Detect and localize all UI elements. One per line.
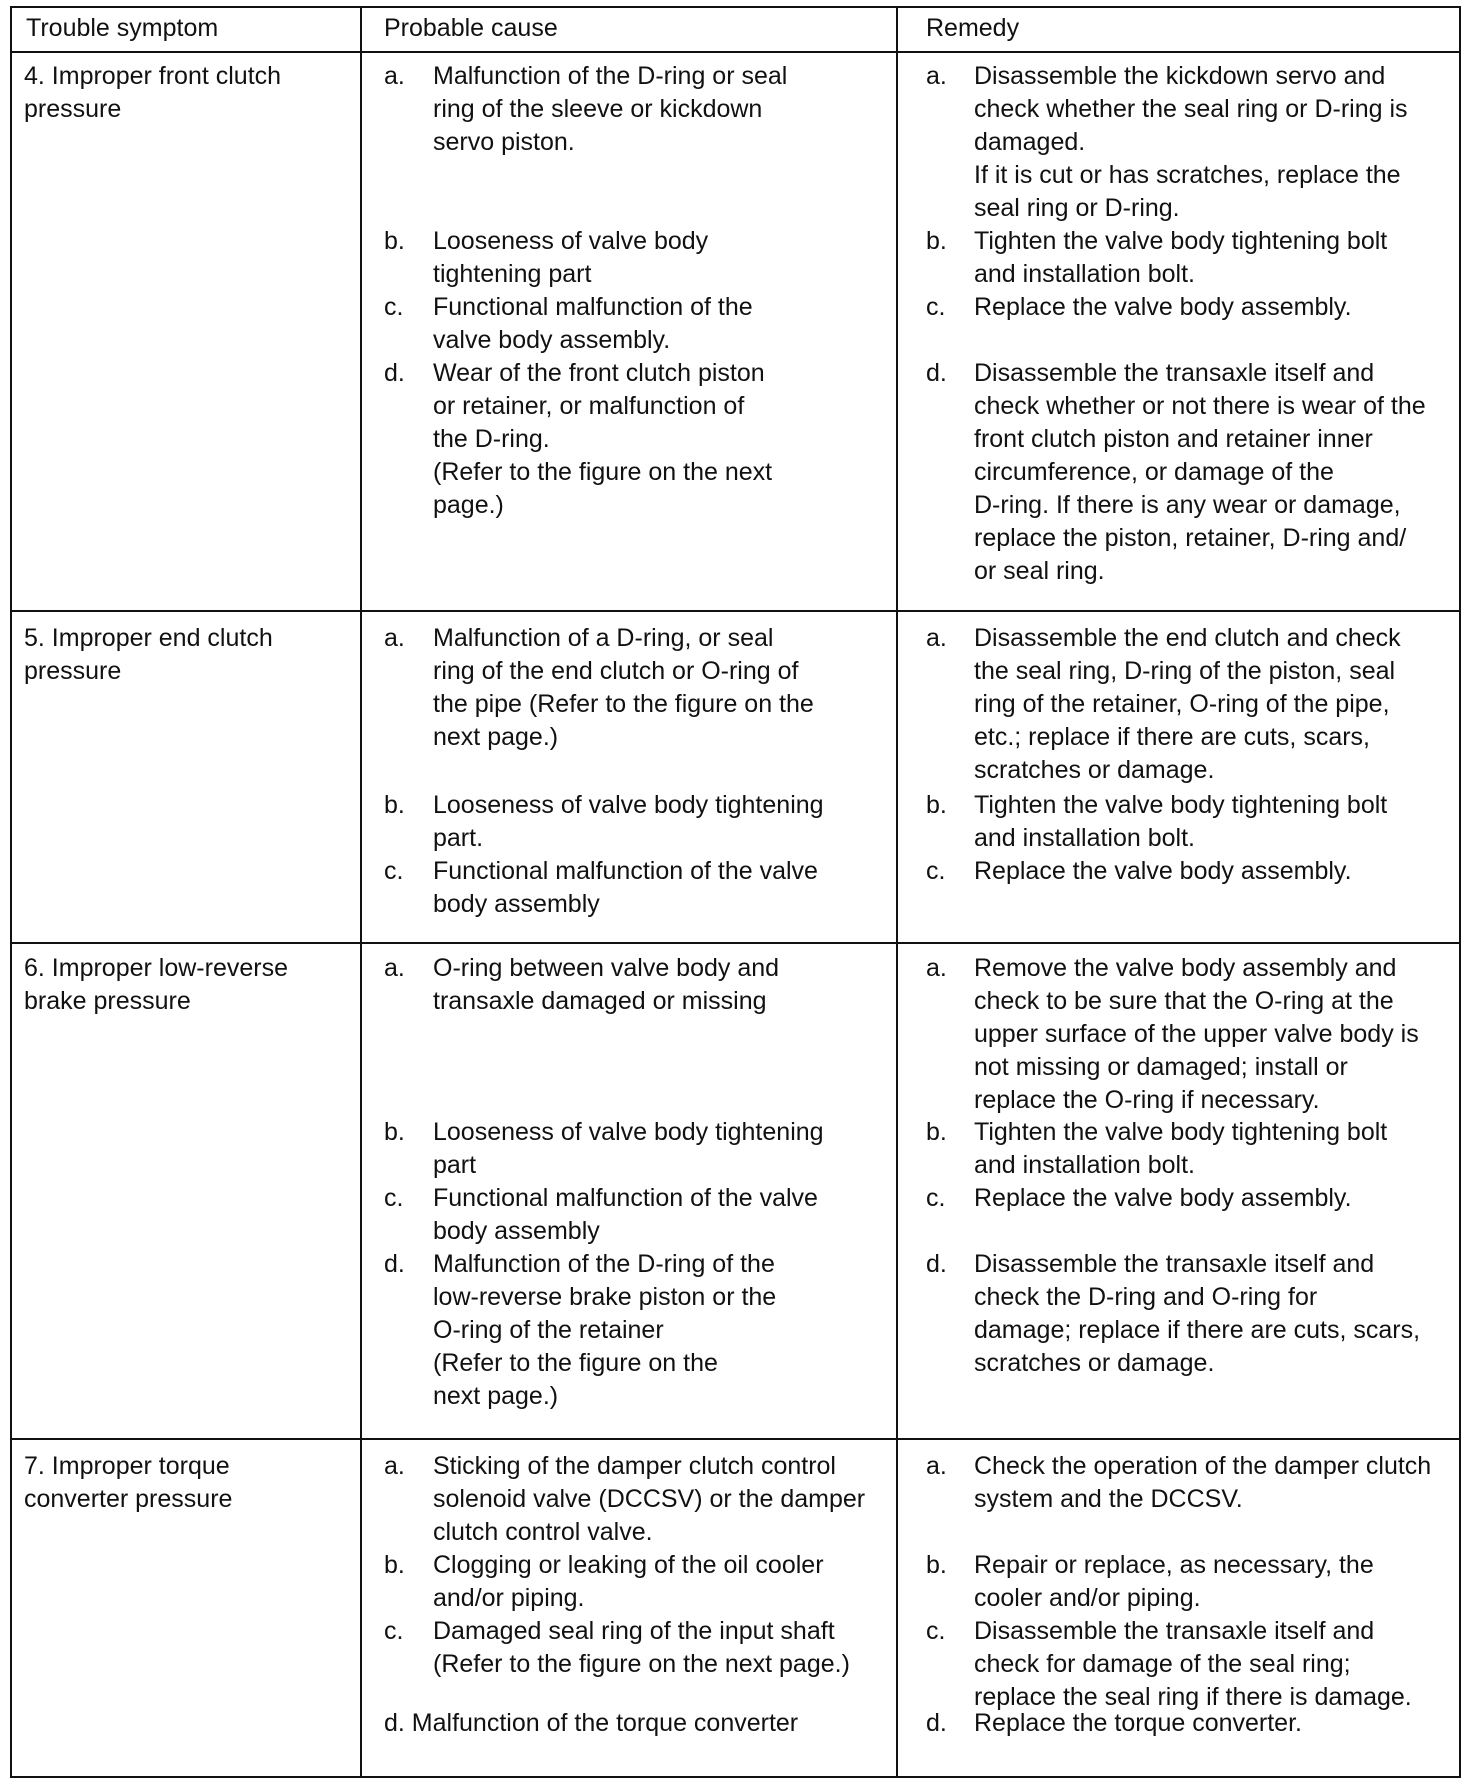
cause-label: a. xyxy=(384,624,405,652)
cause-label: a. xyxy=(384,1452,405,1480)
remedy-label: b. xyxy=(926,1118,947,1146)
cause-label: a. xyxy=(384,954,405,982)
trouble-symptom: 5. Improper end clutch pressure xyxy=(24,624,273,685)
cause-label: b. xyxy=(384,227,405,255)
remedy-label: d. xyxy=(926,1709,947,1737)
row-divider xyxy=(12,610,1459,612)
cause-label: d. xyxy=(384,359,405,387)
remedy-label: a. xyxy=(926,1452,947,1480)
remedy-label: d. xyxy=(926,1250,947,1278)
cause-label: b. xyxy=(384,791,405,819)
remedy-text: Replace the torque converter. xyxy=(974,1709,1302,1737)
remedy-label: b. xyxy=(926,227,947,255)
row-divider xyxy=(12,51,1459,53)
column-divider xyxy=(360,8,362,1776)
cause-text: Looseness of valve body tightening part xyxy=(433,1118,824,1179)
remedy-text: Disassemble the transaxle itself and check for damage of the seal ring; replace the seal ring if there is damage. xyxy=(974,1617,1412,1711)
remedy-text: Replace the valve body assembly. xyxy=(974,293,1352,321)
cause-label: c. xyxy=(384,293,404,321)
cause-label: b. xyxy=(384,1551,405,1579)
remedy-text: Disassemble the transaxle itself and check the D-ring and O-ring for damage; replace if there are cuts, scars, scratches or damage. xyxy=(974,1250,1421,1377)
cause-text: Sticking of the damper clutch control solenoid valve (DCCSV) or the damper clutch control valve. xyxy=(433,1452,866,1546)
remedy-text: Disassemble the kickdown servo and check whether the seal ring or D-ring is damaged. If it is cut or has scratches, replace the seal ring or D-ring. xyxy=(974,62,1408,222)
cause-text: Functional malfunction of the valve body assembly. xyxy=(433,293,753,354)
remedy-text: Disassemble the transaxle itself and check whether or not there is wear of the front clutch piston and retainer inner circumference, or damage of the D-ring. If there is any wear or damage, replace the piston, retainer, D-ring and/ or seal ring. xyxy=(974,359,1426,585)
remedy-label: c. xyxy=(926,1617,946,1645)
remedy-text: Tighten the valve body tightening bolt and installation bolt. xyxy=(974,227,1388,288)
remedy-text: Check the operation of the damper clutch system and the DCCSV. xyxy=(974,1452,1432,1513)
cause-text: Functional malfunction of the valve body assembly xyxy=(433,1184,818,1245)
troubleshooting-table xyxy=(10,6,1461,1778)
cause-text: Looseness of valve body tightening part. xyxy=(433,791,824,852)
row-divider xyxy=(12,942,1459,944)
remedy-label: c. xyxy=(926,293,946,321)
header-probable-cause: Probable cause xyxy=(384,14,558,42)
cause-label: c. xyxy=(384,857,404,885)
remedy-label: a. xyxy=(926,62,947,90)
cause-label: c. xyxy=(384,1184,404,1212)
cause-text: Functional malfunction of the valve body assembly xyxy=(433,857,818,918)
cause-text: Damaged seal ring of the input shaft (Refer to the figure on the next page.) xyxy=(433,1617,850,1678)
remedy-text: Replace the valve body assembly. xyxy=(974,1184,1352,1212)
trouble-symptom: 6. Improper low-reverse brake pressure xyxy=(24,954,288,1015)
cause-label: a. xyxy=(384,62,405,90)
trouble-symptom: 7. Improper torque converter pressure xyxy=(24,1452,233,1513)
remedy-text: Replace the valve body assembly. xyxy=(974,857,1352,885)
remedy-text: Disassemble the end clutch and check the seal ring, D-ring of the piston, seal ring of the retainer, O-ring of the pipe, etc.; replace if there are cuts, scars, scratches or damage. xyxy=(974,624,1401,784)
remedy-label: c. xyxy=(926,857,946,885)
trouble-symptom: 4. Improper front clutch pressure xyxy=(24,62,282,123)
remedy-label: b. xyxy=(926,1551,947,1579)
cause-label: b. xyxy=(384,1118,405,1146)
remedy-text: Repair or replace, as necessary, the cooler and/or piping. xyxy=(974,1551,1374,1612)
header-trouble-symptom: Trouble symptom xyxy=(26,14,219,42)
header-remedy: Remedy xyxy=(926,14,1020,42)
cause-text: Malfunction of the D-ring of the low-reverse brake piston or the O-ring of the retainer (Refer to the figure on the next page.) xyxy=(433,1250,777,1410)
column-divider xyxy=(896,8,898,1776)
cause-label: c. xyxy=(384,1617,404,1645)
remedy-label: a. xyxy=(926,624,947,652)
cause-text: Clogging or leaking of the oil cooler and/or piping. xyxy=(433,1551,824,1612)
cause-text: Looseness of valve body tightening part xyxy=(433,227,709,288)
remedy-text: Tighten the valve body tightening bolt and installation bolt. xyxy=(974,1118,1388,1179)
cause-text: Wear of the front clutch piston or retainer, or malfunction of the D-ring. (Refer to the figure on the next page.) xyxy=(433,359,773,519)
remedy-text: Remove the valve body assembly and check to be sure that the O-ring at the upper surface of the upper valve body is not missing or damaged; install or replace the O-ring if necessary. xyxy=(974,954,1419,1114)
cause-text: d. Malfunction of the torque converter xyxy=(384,1709,799,1737)
cause-text: Malfunction of the D-ring or seal ring of the sleeve or kickdown servo piston. xyxy=(433,62,788,156)
remedy-label: c. xyxy=(926,1184,946,1212)
row-divider xyxy=(12,1438,1459,1440)
cause-text: O-ring between valve body and transaxle damaged or missing xyxy=(433,954,780,1015)
remedy-label: d. xyxy=(926,359,947,387)
cause-label: d. xyxy=(384,1250,405,1278)
remedy-label: a. xyxy=(926,954,947,982)
remedy-label: b. xyxy=(926,791,947,819)
cause-text: Malfunction of a D-ring, or seal ring of the end clutch or O-ring of the pipe (Refer to the figure on the next page.) xyxy=(433,624,814,751)
remedy-text: Tighten the valve body tightening bolt and installation bolt. xyxy=(974,791,1388,852)
